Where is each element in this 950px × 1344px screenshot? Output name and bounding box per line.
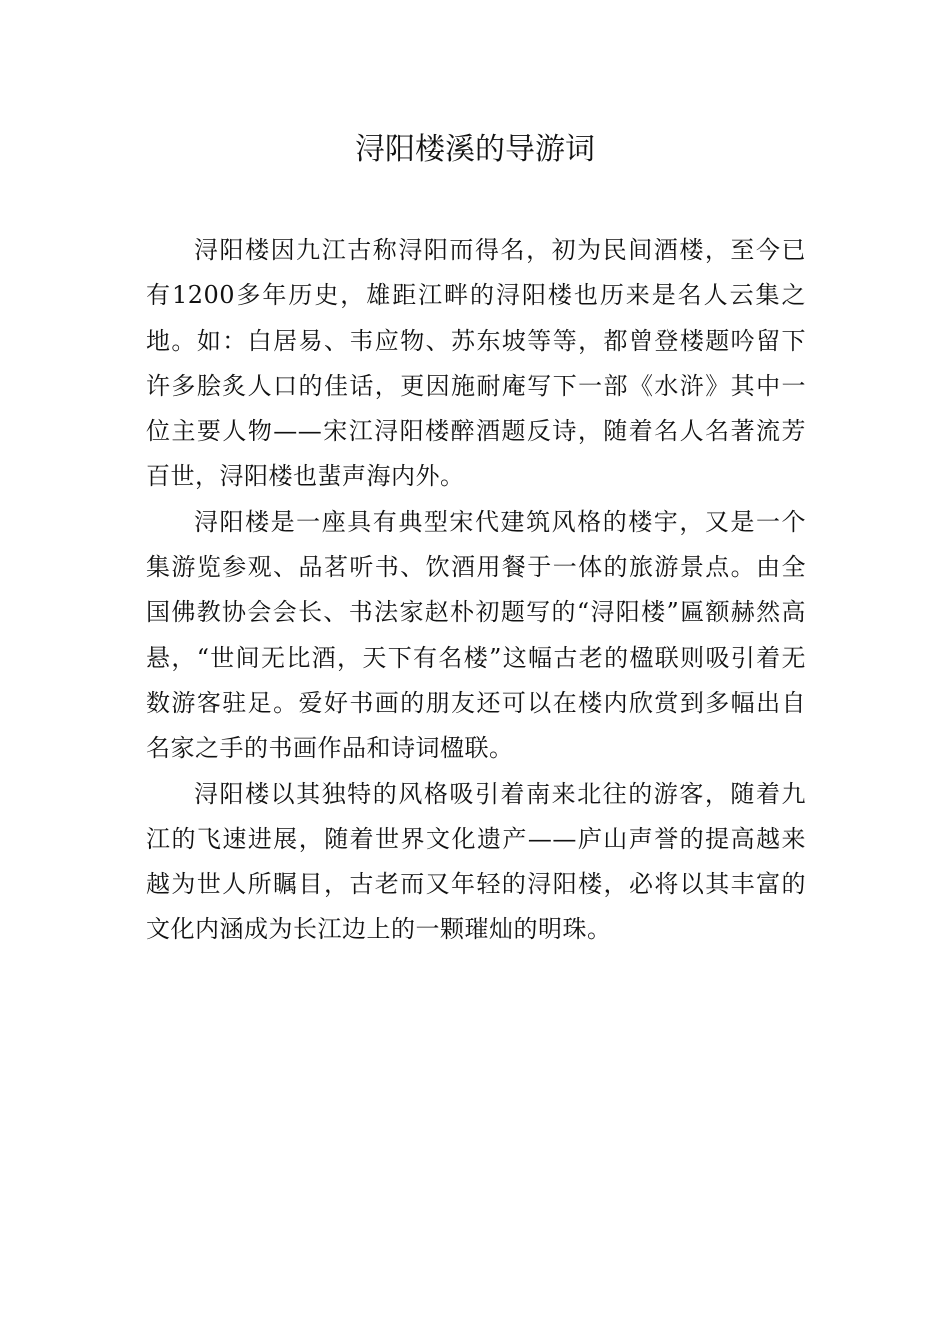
document-title: 浔阳楼溪的导游词 (355, 132, 595, 167)
document-body (146, 228, 806, 953)
paragraph-1: 浔阳楼因九江古称浔阳而得名，初为民间酒楼，至今已有1200多年历史，雄距江畔的浔阳楼也历来是名人云集之地。如：白居易、韦应物、苏东坡等等，都曾登楼题吟留下许多脍炙人口的佳话，更因施耐庵写下一部《水浒》其中一位主要人物——宋江浔阳楼醉酒题反诗，随着名人名著流芳百世，浔阳楼也蜚声海内外。 (146, 236, 806, 491)
paragraph-3: 浔阳楼以其独特的风格吸引着南来北往的游客，随着九江的飞速进展，随着世界文化遗产——庐山声誉的提高越来越为世人所瞩目，古老而又年轻的浔阳楼，必将以其丰富的文化内涵成为长江边上的一颗璀灿的明珠。 (146, 779, 806, 944)
paragraph-2: 浔阳楼是一座具有典型宋代建筑风格的楼宇，又是一个集游览参观、品茗听书、饮酒用餐于一体的旅游景点。由全国佛教协会会长、书法家赵朴初题写的“浔阳楼”匾额赫然高悬，“世间无比酒，天下有名楼”这幅古老的楹联则吸引着无数游客驻足。爱好书画的朋友还可以在楼内欣赏到多幅出自名家之手的书画作品和诗词楹联。 (146, 507, 806, 763)
